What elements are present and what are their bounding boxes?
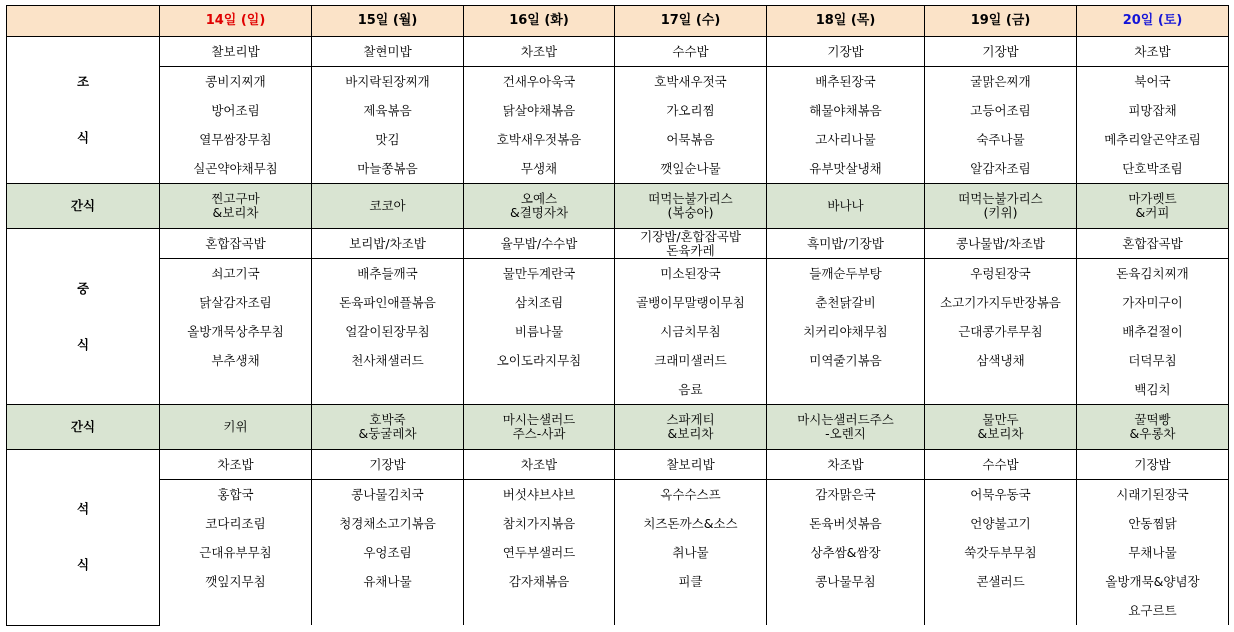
lunch-label-char: 식 bbox=[76, 336, 90, 352]
breakfast-dish: 수수밥 bbox=[615, 37, 767, 67]
breakfast-label-char: 조 bbox=[76, 74, 90, 89]
snack2-item-line: 마시는샐러드 bbox=[502, 412, 576, 427]
breakfast-row bbox=[7, 37, 1229, 67]
snack1-item-line: 마가렛트 bbox=[1128, 191, 1177, 206]
dinner-dish: 요구르트 bbox=[1077, 596, 1229, 625]
breakfast-dish: 고등어조림 bbox=[925, 96, 1077, 125]
breakfast-row bbox=[7, 125, 1229, 154]
breakfast-dish: 제육볶음 bbox=[312, 96, 464, 125]
lunch-dish: 율무밥/수수밥 bbox=[464, 229, 615, 259]
lunch-dish: 크래미샐러드 bbox=[615, 346, 767, 375]
dinner-dish bbox=[615, 596, 767, 625]
lunch-dish: 소고기가지두반장볶음 bbox=[925, 288, 1077, 317]
day-header-sat: 20일 (토) bbox=[1077, 6, 1229, 37]
dinner-row bbox=[7, 596, 1229, 625]
breakfast-dish: 찰현미밥 bbox=[312, 37, 464, 67]
lunch-dish: 흑미밥/기장밥 bbox=[767, 229, 925, 259]
breakfast-dish: 콩비지찌개 bbox=[160, 67, 312, 97]
snack1-item-line: 오예스 bbox=[520, 191, 558, 206]
lunch-dish: 백김치 bbox=[1077, 375, 1229, 405]
snack2-item bbox=[312, 405, 464, 450]
dinner-dish: 차조밥 bbox=[464, 450, 615, 480]
lunch-dish: 근대콩가루무침 bbox=[925, 317, 1077, 346]
lunch-dish: 부추생채 bbox=[160, 346, 312, 375]
lunch-dish: 물만두계란국 bbox=[464, 259, 615, 289]
breakfast-dish: 방어조림 bbox=[160, 96, 312, 125]
dinner-dish: 옥수수스프 bbox=[615, 480, 767, 510]
snack2-item-line: 주스-사과 bbox=[512, 426, 566, 441]
snack1-item bbox=[464, 184, 615, 229]
dinner-row bbox=[7, 480, 1229, 510]
dinner-dish: 참치가지볶음 bbox=[464, 509, 615, 538]
snack2-item-line: &보리차 bbox=[667, 426, 714, 441]
dinner-label-char: 석 bbox=[76, 501, 90, 517]
lunch-label-char: 중 bbox=[76, 280, 90, 296]
lunch-dish: 삼치조림 bbox=[464, 288, 615, 317]
dinner-dish: 우엉조림 bbox=[312, 538, 464, 567]
lunch-dish: 삼색냉채 bbox=[925, 346, 1077, 375]
dinner-dish: 올방개묵&양념장 bbox=[1077, 567, 1229, 596]
snack1-item bbox=[1077, 184, 1229, 229]
lunch-dish: 닭살감자조림 bbox=[160, 288, 312, 317]
dinner-dish: 콩나물김치국 bbox=[312, 480, 464, 510]
breakfast-dish: 알감자조림 bbox=[925, 154, 1077, 184]
dinner-dish: 감자맑은국 bbox=[767, 480, 925, 510]
dinner-dish: 무채나물 bbox=[1077, 538, 1229, 567]
snack1-row bbox=[7, 184, 1229, 229]
lunch-dish: 돈육김치찌개 bbox=[1077, 259, 1229, 289]
dinner-dish: 감자채볶음 bbox=[464, 567, 615, 596]
lunch-dish-line: 기장밥/혼합잡곡밥 bbox=[640, 228, 741, 244]
snack1-label: 간식 bbox=[7, 184, 160, 229]
lunch-dish: 우렁된장국 bbox=[925, 259, 1077, 289]
breakfast-dish: 건새우아욱국 bbox=[464, 67, 615, 97]
snack1-item bbox=[767, 184, 925, 229]
snack1-item-line: &커피 bbox=[1135, 205, 1170, 220]
snack2-row bbox=[7, 405, 1229, 450]
snack2-item-line: 꿀떡빵 bbox=[1134, 412, 1171, 427]
snack1-item-line: (복숭아) bbox=[667, 205, 714, 220]
breakfast-dish: 차조밥 bbox=[464, 37, 615, 67]
snack1-item-line: (키위) bbox=[983, 205, 1018, 220]
day-header-thu: 18일 (목) bbox=[767, 6, 925, 37]
dinner-dish: 쑥갓두부무침 bbox=[925, 538, 1077, 567]
lunch-dish: 얼갈이된장무침 bbox=[312, 317, 464, 346]
dinner-dish: 근대유부무침 bbox=[160, 538, 312, 567]
header-row bbox=[7, 6, 1229, 37]
snack1-item-line: 코코아 bbox=[369, 198, 406, 213]
dinner-dish: 어묵우동국 bbox=[925, 480, 1077, 510]
breakfast-dish: 숙주나물 bbox=[925, 125, 1077, 154]
breakfast-dish: 굴맑은찌개 bbox=[925, 67, 1077, 97]
lunch-row bbox=[7, 375, 1229, 405]
breakfast-dish: 깻잎순나물 bbox=[615, 154, 767, 184]
lunch-dish: 천사채샐러드 bbox=[312, 346, 464, 375]
snack2-item-line: 마시는샐러드주스 bbox=[797, 412, 894, 427]
dinner-dish bbox=[925, 596, 1077, 625]
breakfast-dish: 유부맛살냉채 bbox=[767, 154, 925, 184]
lunch-row bbox=[7, 288, 1229, 317]
lunch-dish: 보리밥/차조밥 bbox=[312, 229, 464, 259]
snack2-item-line: 호박죽 bbox=[369, 412, 406, 427]
dinner-row bbox=[7, 538, 1229, 567]
snack2-item-line: -오렌지 bbox=[825, 426, 866, 441]
lunch-label bbox=[7, 229, 160, 405]
snack1-item-line: &보리차 bbox=[212, 205, 259, 220]
lunch-dish: 미소된장국 bbox=[615, 259, 767, 289]
snack1-item bbox=[312, 184, 464, 229]
lunch-dish: 비름나물 bbox=[464, 317, 615, 346]
dinner-dish: 버섯샤브샤브 bbox=[464, 480, 615, 510]
breakfast-row bbox=[7, 96, 1229, 125]
dinner-dish: 돈육버섯볶음 bbox=[767, 509, 925, 538]
breakfast-dish: 기장밥 bbox=[925, 37, 1077, 67]
dinner-dish: 기장밥 bbox=[1077, 450, 1229, 480]
lunch-dish: 오이도라지무침 bbox=[464, 346, 615, 375]
breakfast-dish: 바지락된장찌개 bbox=[312, 67, 464, 97]
breakfast-dish: 열무쌈장무침 bbox=[160, 125, 312, 154]
day-header-mon: 15일 (월) bbox=[312, 6, 464, 37]
snack2-item-line: 물만두 bbox=[982, 412, 1019, 427]
dinner-row bbox=[7, 509, 1229, 538]
dinner-dish: 상추쌈&쌈장 bbox=[767, 538, 925, 567]
lunch-dish: 들깨순두부탕 bbox=[767, 259, 925, 289]
lunch-dish: 혼합잡곡밥 bbox=[160, 229, 312, 259]
lunch-dish: 시금치무침 bbox=[615, 317, 767, 346]
snack2-item-line: 키위 bbox=[223, 419, 248, 434]
lunch-dish: 올방개묵상추무침 bbox=[160, 317, 312, 346]
lunch-dish: 가자미구이 bbox=[1077, 288, 1229, 317]
dinner-dish bbox=[312, 596, 464, 625]
lunch-dish: 미역줄기볶음 bbox=[767, 346, 925, 375]
lunch-dish bbox=[464, 375, 615, 405]
dinner-dish: 콘샐러드 bbox=[925, 567, 1077, 596]
snack1-item-line: 떠먹는불가리스 bbox=[648, 191, 733, 206]
lunch-dish: 배추겉절이 bbox=[1077, 317, 1229, 346]
snack2-item-line: &우롱차 bbox=[1129, 426, 1176, 441]
breakfast-row bbox=[7, 154, 1229, 184]
dinner-dish bbox=[160, 596, 312, 625]
breakfast-label bbox=[7, 37, 160, 184]
dinner-row bbox=[7, 567, 1229, 596]
lunch-dish: 콩나물밥/차조밥 bbox=[925, 229, 1077, 259]
dinner-dish bbox=[767, 596, 925, 625]
dinner-dish: 찰보리밥 bbox=[615, 450, 767, 480]
dinner-dish bbox=[464, 596, 615, 625]
lunch-dish: 음료 bbox=[615, 375, 767, 405]
lunch-dish: 골뱅이무말랭이무침 bbox=[615, 288, 767, 317]
lunch-dish: 춘천닭갈비 bbox=[767, 288, 925, 317]
breakfast-label-char: 식 bbox=[76, 130, 90, 145]
lunch-dish: 쇠고기국 bbox=[160, 259, 312, 289]
dinner-dish: 콩나물무침 bbox=[767, 567, 925, 596]
corner-cell bbox=[7, 6, 160, 37]
breakfast-dish: 피망잡채 bbox=[1077, 96, 1229, 125]
breakfast-dish: 호박새우젓볶음 bbox=[464, 125, 615, 154]
breakfast-dish: 어묵볶음 bbox=[615, 125, 767, 154]
lunch-row bbox=[7, 317, 1229, 346]
snack2-label: 간식 bbox=[7, 405, 160, 450]
dinner-label-char: 식 bbox=[76, 557, 90, 573]
snack2-item bbox=[767, 405, 925, 450]
snack1-item bbox=[925, 184, 1077, 229]
lunch-row bbox=[7, 259, 1229, 289]
day-header-wed: 17일 (수) bbox=[615, 6, 767, 37]
dinner-dish: 수수밥 bbox=[925, 450, 1077, 480]
weekly-menu-table bbox=[6, 5, 1229, 626]
dinner-row bbox=[7, 450, 1229, 480]
day-header-tue: 16일 (화) bbox=[464, 6, 615, 37]
day-header-fri: 19일 (금) bbox=[925, 6, 1077, 37]
dinner-dish: 치즈돈까스&소스 bbox=[615, 509, 767, 538]
breakfast-dish: 해물야채볶음 bbox=[767, 96, 925, 125]
snack2-item-line: &보리차 bbox=[977, 426, 1024, 441]
snack1-item-line: 바나나 bbox=[827, 198, 864, 213]
lunch-dish: 혼합잡곡밥 bbox=[1077, 229, 1229, 259]
lunch-dish-line: 돈육카레 bbox=[666, 242, 715, 258]
snack1-item-line: &결명자차 bbox=[509, 205, 569, 220]
breakfast-dish: 맛김 bbox=[312, 125, 464, 154]
dinner-dish: 유채나물 bbox=[312, 567, 464, 596]
snack1-item-line: 찐고구마 bbox=[211, 191, 260, 206]
lunch-dish bbox=[767, 375, 925, 405]
dinner-dish: 코다리조림 bbox=[160, 509, 312, 538]
snack2-item bbox=[615, 405, 767, 450]
breakfast-dish: 단호박조림 bbox=[1077, 154, 1229, 184]
dinner-dish: 청경채소고기볶음 bbox=[312, 509, 464, 538]
dinner-dish: 깻잎지무침 bbox=[160, 567, 312, 596]
menu-body bbox=[7, 37, 1229, 626]
breakfast-row bbox=[7, 67, 1229, 97]
lunch-dish bbox=[615, 229, 767, 259]
dinner-dish: 차조밥 bbox=[160, 450, 312, 480]
lunch-dish bbox=[925, 375, 1077, 405]
breakfast-dish: 호박새우젓국 bbox=[615, 67, 767, 97]
snack2-item-line: &둥굴레차 bbox=[358, 426, 417, 441]
breakfast-dish: 기장밥 bbox=[767, 37, 925, 67]
lunch-row bbox=[7, 229, 1229, 259]
breakfast-dish: 가오리찜 bbox=[615, 96, 767, 125]
breakfast-dish: 실곤약야채무침 bbox=[160, 154, 312, 184]
dinner-dish: 취나물 bbox=[615, 538, 767, 567]
dinner-dish: 기장밥 bbox=[312, 450, 464, 480]
lunch-dish bbox=[312, 375, 464, 405]
snack2-item-line: 스파게티 bbox=[666, 412, 715, 427]
lunch-dish: 치커리야채무침 bbox=[767, 317, 925, 346]
lunch-dish: 더덕무침 bbox=[1077, 346, 1229, 375]
lunch-dish: 배추들깨국 bbox=[312, 259, 464, 289]
snack1-item-line: 떠먹는불가리스 bbox=[958, 191, 1043, 206]
breakfast-dish: 닭살야채볶음 bbox=[464, 96, 615, 125]
lunch-dish bbox=[160, 375, 312, 405]
breakfast-dish: 북어국 bbox=[1077, 67, 1229, 97]
dinner-dish: 피클 bbox=[615, 567, 767, 596]
dinner-dish: 연두부샐러드 bbox=[464, 538, 615, 567]
dinner-label bbox=[7, 450, 160, 626]
breakfast-dish: 배추된장국 bbox=[767, 67, 925, 97]
breakfast-dish: 무생채 bbox=[464, 154, 615, 184]
lunch-dish: 돈육파인애플볶음 bbox=[312, 288, 464, 317]
lunch-row bbox=[7, 346, 1229, 375]
breakfast-dish: 차조밥 bbox=[1077, 37, 1229, 67]
dinner-dish: 안동찜닭 bbox=[1077, 509, 1229, 538]
snack2-item bbox=[925, 405, 1077, 450]
snack2-item bbox=[1077, 405, 1229, 450]
breakfast-dish: 메추리알곤약조림 bbox=[1077, 125, 1229, 154]
dinner-dish: 차조밥 bbox=[767, 450, 925, 480]
dinner-dish: 언양불고기 bbox=[925, 509, 1077, 538]
dinner-dish: 홍합국 bbox=[160, 480, 312, 510]
snack1-item bbox=[160, 184, 312, 229]
breakfast-dish: 마늘쫑볶음 bbox=[312, 154, 464, 184]
snack1-item bbox=[615, 184, 767, 229]
breakfast-dish: 찰보리밥 bbox=[160, 37, 312, 67]
day-header-sun: 14일 (일) bbox=[160, 6, 312, 37]
snack2-item bbox=[464, 405, 615, 450]
snack2-item bbox=[160, 405, 312, 450]
dinner-dish: 시래기된장국 bbox=[1077, 480, 1229, 510]
breakfast-dish: 고사리나물 bbox=[767, 125, 925, 154]
